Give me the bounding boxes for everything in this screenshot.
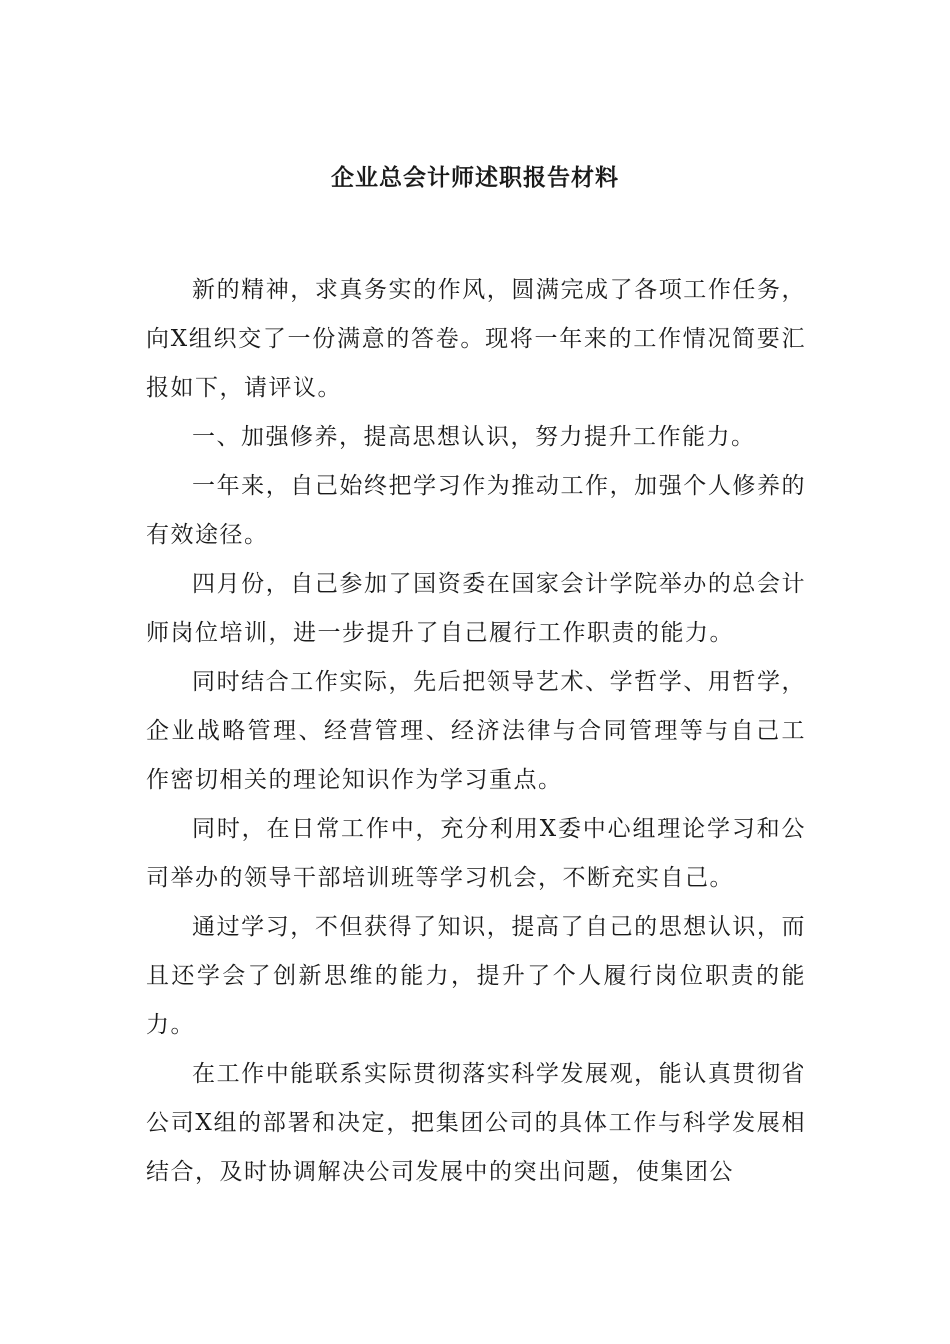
paragraph: 在工作中能联系实际贯彻落实科学发展观，能认真贯彻省公司X组的部署和决定，把集团公司的具体工作与科学发展相结合，及时协调解决公司发展中的突出问题，使集团公 <box>146 1061 806 1185</box>
paragraph: 一年来，自己始终把学习作为推动工作，加强个人修养的有效途径。 <box>146 473 806 548</box>
section-heading: 一、加强修养，提高思想认识，努力提升工作能力。 <box>192 424 756 450</box>
document-body <box>146 266 806 1197</box>
paragraph: 同时结合工作实际，先后把领导艺术、学哲学、用哲学，企业战略管理、经营管理、经济法律与合同管理等与自己工作密切相关的理论知识作为学习重点。 <box>146 669 806 793</box>
paragraph: 四月份，自己参加了国资委在国家会计学院举办的总会计师岗位培训，进一步提升了自己履行工作职责的能力。 <box>146 571 806 646</box>
paragraph: 同时，在日常工作中，充分利用X委中心组理论学习和公司举办的领导干部培训班等学习机会，不断充实自己。 <box>146 816 806 891</box>
document-title: 企业总会计师述职报告材料 <box>331 164 619 191</box>
paragraph: 通过学习，不但获得了知识，提高了自己的思想认识，而且还学会了创新思维的能力，提升了个人履行岗位职责的能力。 <box>146 914 806 1038</box>
paragraph: 新的精神，求真务实的作风，圆满完成了各项工作任务，向X组织交了一份满意的答卷。现将一年来的工作情况简要汇报如下，请评议。 <box>146 277 806 401</box>
